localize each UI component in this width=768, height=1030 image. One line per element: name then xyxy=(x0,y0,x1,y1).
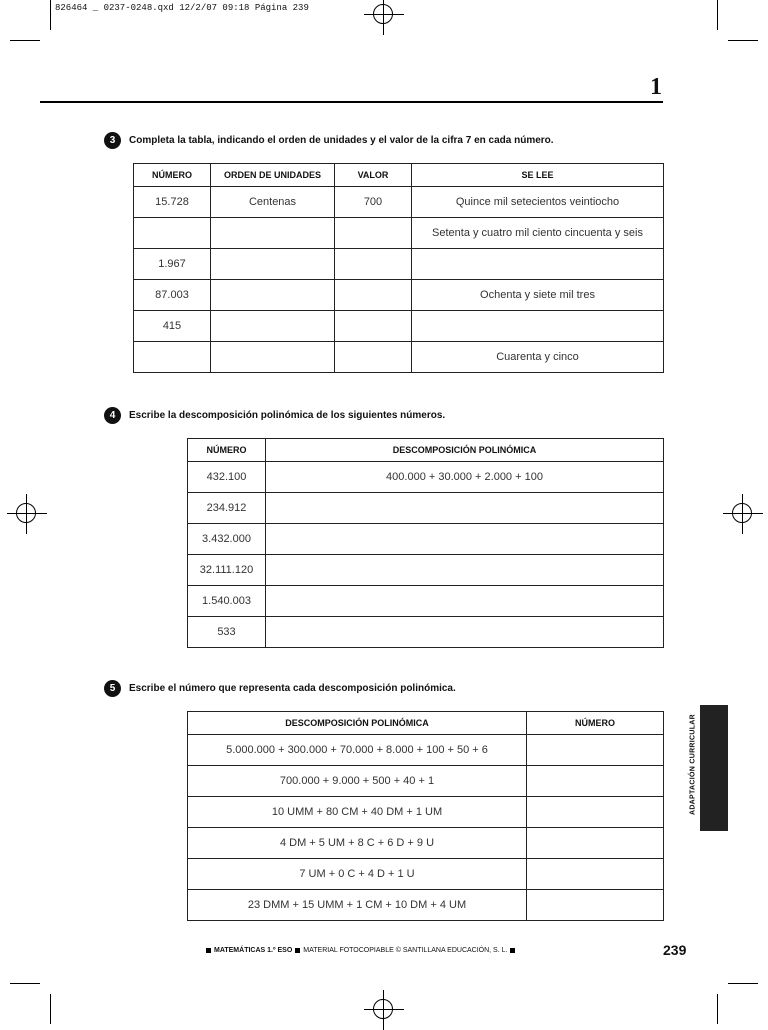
cell-se-lee[interactable] xyxy=(412,249,664,280)
cell-descomposicion[interactable]: 10 UMM + 80 CM + 40 DM + 1 UM xyxy=(188,797,527,828)
column-header: NÚMERO xyxy=(527,712,664,735)
footer-copyright: MATERIAL FOTOCOPIABLE © SANTILLANA EDUCACIÓN, S. L. xyxy=(303,947,508,954)
cell-numero[interactable]: 1.540.003 xyxy=(188,586,266,617)
table-row xyxy=(134,249,664,280)
cell-orden[interactable] xyxy=(211,311,335,342)
print-slug: 826464 _ 0237-0248.qxd 12/2/07 09:18 Página 239 xyxy=(55,3,309,13)
registration-mark-icon xyxy=(373,999,393,1019)
cell-numero[interactable]: 234.912 xyxy=(188,493,266,524)
cell-descomposicion[interactable]: 7 UM + 0 C + 4 D + 1 U xyxy=(188,859,527,890)
cell-descomposicion[interactable] xyxy=(266,555,664,586)
cell-descomposicion[interactable]: 5.000.000 + 300.000 + 70.000 + 8.000 + 100 + 50 + 6 xyxy=(188,735,527,766)
cell-valor[interactable] xyxy=(335,249,412,280)
table-row xyxy=(188,524,664,555)
section-label: ADAPTACIÓN CURRICULAR xyxy=(689,713,697,816)
table-row xyxy=(134,218,664,249)
cell-se-lee[interactable]: Ochenta y siete mil tres xyxy=(412,280,664,311)
column-header: DESCOMPOSICIÓN POLINÓMICA xyxy=(188,712,527,735)
square-bullet-icon xyxy=(510,948,515,953)
exercise-prompt-text: Escribe la descomposición polinómica de los siguientes números. xyxy=(129,410,446,421)
table-header-row xyxy=(134,164,664,187)
cell-descomposicion[interactable] xyxy=(266,586,664,617)
crop-mark xyxy=(10,40,40,41)
exercise-prompt-text: Completa la tabla, indicando el orden de unidades y el valor de la cifra 7 en cada número. xyxy=(129,135,554,146)
exercise-number-badge: 3 xyxy=(104,132,121,149)
cell-orden[interactable] xyxy=(211,218,335,249)
crop-mark xyxy=(10,983,40,984)
crop-mark xyxy=(717,994,718,1024)
table-row xyxy=(134,187,664,218)
table-row xyxy=(188,462,664,493)
crop-mark xyxy=(50,0,51,30)
cell-se-lee[interactable] xyxy=(412,311,664,342)
column-header: NÚMERO xyxy=(188,439,266,462)
cell-numero[interactable] xyxy=(527,797,664,828)
footer-subject: MATEMÁTICAS 1.º ESO xyxy=(214,947,293,954)
table-row xyxy=(188,735,664,766)
crop-mark xyxy=(717,0,718,30)
cell-descomposicion[interactable] xyxy=(266,617,664,648)
cell-descomposicion[interactable]: 4 DM + 5 UM + 8 C + 6 D + 9 U xyxy=(188,828,527,859)
table-row xyxy=(188,555,664,586)
cell-orden[interactable] xyxy=(211,342,335,373)
exercise-5-prompt xyxy=(104,680,456,697)
column-header: NÚMERO xyxy=(134,164,211,187)
table-header-row xyxy=(188,439,664,462)
exercise-3-prompt xyxy=(104,132,554,149)
table-row xyxy=(134,342,664,373)
registration-mark-icon xyxy=(373,4,393,24)
cell-numero[interactable]: 1.967 xyxy=(134,249,211,280)
cell-numero[interactable] xyxy=(527,735,664,766)
cell-numero[interactable] xyxy=(527,766,664,797)
cell-orden[interactable] xyxy=(211,249,335,280)
cell-descomposicion[interactable]: 23 DMM + 15 UMM + 1 CM + 10 DM + 4 UM xyxy=(188,890,527,921)
table-row xyxy=(188,797,664,828)
square-bullet-icon xyxy=(295,948,300,953)
cell-numero[interactable]: 87.003 xyxy=(134,280,211,311)
cell-numero[interactable]: 415 xyxy=(134,311,211,342)
table-header-row xyxy=(188,712,664,735)
table-row xyxy=(188,890,664,921)
table-row xyxy=(134,311,664,342)
cell-descomposicion[interactable] xyxy=(266,493,664,524)
table-row xyxy=(188,617,664,648)
cell-numero[interactable] xyxy=(134,218,211,249)
table-row xyxy=(188,493,664,524)
exercise-number-badge: 5 xyxy=(104,680,121,697)
cell-descomposicion[interactable] xyxy=(266,524,664,555)
cell-numero[interactable] xyxy=(527,890,664,921)
table-row xyxy=(188,828,664,859)
cell-valor[interactable] xyxy=(335,218,412,249)
cell-numero[interactable]: 3.432.000 xyxy=(188,524,266,555)
square-bullet-icon xyxy=(206,948,211,953)
cell-valor[interactable]: 700 xyxy=(335,187,412,218)
page-number: 239 xyxy=(663,942,687,958)
cell-se-lee[interactable]: Setenta y cuatro mil ciento cincuenta y seis xyxy=(412,218,664,249)
cell-valor[interactable] xyxy=(335,311,412,342)
exercise-5-table xyxy=(187,711,664,921)
registration-mark-icon xyxy=(16,503,36,523)
cell-numero[interactable] xyxy=(527,859,664,890)
column-header: VALOR xyxy=(335,164,412,187)
column-header: ORDEN DE UNIDADES xyxy=(211,164,335,187)
column-header: SE LEE xyxy=(412,164,664,187)
cell-valor[interactable] xyxy=(335,342,412,373)
cell-se-lee[interactable]: Quince mil setecientos veintiocho xyxy=(412,187,664,218)
cell-orden[interactable] xyxy=(211,280,335,311)
cell-numero[interactable] xyxy=(527,828,664,859)
cell-numero[interactable]: 533 xyxy=(188,617,266,648)
crop-mark xyxy=(50,994,51,1024)
cell-descomposicion[interactable]: 400.000 + 30.000 + 2.000 + 100 xyxy=(266,462,664,493)
exercise-prompt-text: Escribe el número que representa cada descomposición polinómica. xyxy=(129,683,456,694)
table-row xyxy=(134,280,664,311)
registration-mark-icon xyxy=(732,503,752,523)
table-row xyxy=(188,766,664,797)
unit-number: 1 xyxy=(650,74,662,100)
cell-numero[interactable] xyxy=(134,342,211,373)
cell-numero[interactable]: 432.100 xyxy=(188,462,266,493)
footer xyxy=(206,947,515,954)
section-tab xyxy=(700,705,728,831)
table-row xyxy=(188,586,664,617)
exercise-4-prompt xyxy=(104,407,445,424)
exercise-number-badge: 4 xyxy=(104,407,121,424)
crop-mark xyxy=(728,983,758,984)
exercise-3-table xyxy=(133,163,664,373)
cell-numero[interactable]: 32.111.120 xyxy=(188,555,266,586)
cell-se-lee[interactable]: Cuarenta y cinco xyxy=(412,342,664,373)
crop-mark xyxy=(728,40,758,41)
header-rule xyxy=(40,101,663,103)
cell-descomposicion[interactable]: 700.000 + 9.000 + 500 + 40 + 1 xyxy=(188,766,527,797)
exercise-4-table xyxy=(187,438,664,648)
cell-numero[interactable]: 15.728 xyxy=(134,187,211,218)
table-row xyxy=(188,859,664,890)
cell-valor[interactable] xyxy=(335,280,412,311)
cell-orden[interactable]: Centenas xyxy=(211,187,335,218)
column-header: DESCOMPOSICIÓN POLINÓMICA xyxy=(266,439,664,462)
